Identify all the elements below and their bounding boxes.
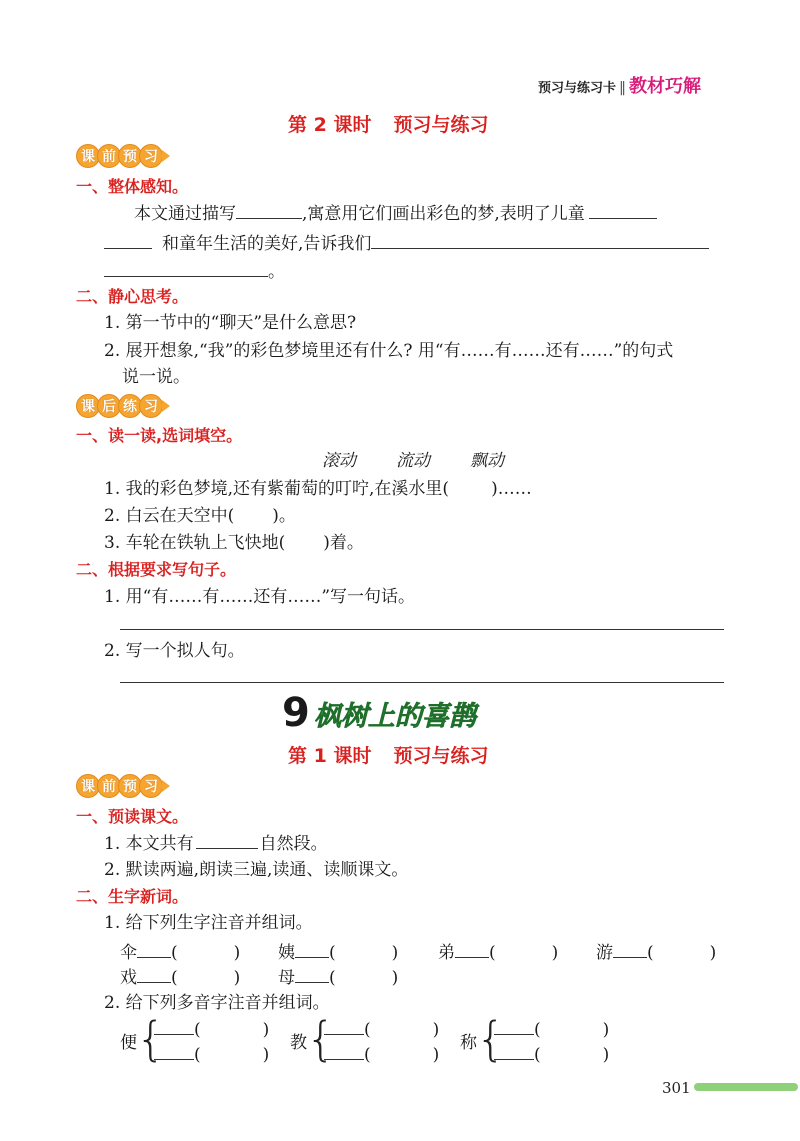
char-row: [120, 966, 398, 989]
char-row: [120, 941, 716, 964]
poly-char: 称: [460, 1033, 477, 1053]
char-item: 伞 ( ): [120, 943, 241, 963]
brace-icon: {: [306, 1012, 336, 1066]
blank[interactable]: [154, 1043, 194, 1060]
poly-line: ( ): [154, 1018, 269, 1041]
blank[interactable]: [137, 966, 171, 983]
blank[interactable]: [589, 202, 657, 219]
page-number: 301: [662, 1079, 691, 1097]
poly-line: ( ): [494, 1018, 609, 1041]
pre1-line3: 。: [104, 260, 285, 283]
pre-study-badge: [76, 773, 170, 799]
lesson2-title-text: 预习与练习: [393, 114, 489, 136]
question: 1. 用“有……有……还有……”写一句话。: [104, 587, 416, 607]
lesson9-subtitle: [288, 741, 488, 768]
blank[interactable]: [324, 1043, 364, 1060]
question: 2. 给下列多音字注音并组词。: [104, 993, 330, 1013]
poly-line: ( ): [494, 1043, 609, 1066]
poly-line: ( ): [154, 1043, 269, 1066]
question: 1. 我的彩色梦境,还有紫葡萄的叮咛,在溪水里( )……: [104, 479, 532, 499]
blank[interactable]: [196, 832, 258, 849]
char-item: 弟 ( ): [438, 943, 559, 963]
blank[interactable]: [324, 1018, 364, 1035]
answer-line[interactable]: [120, 682, 724, 683]
char-item: 游 ( ): [596, 943, 717, 963]
poly-char: 教: [290, 1033, 307, 1053]
badge-char: 课: [76, 144, 100, 168]
section-heading: 一、整体感知。: [76, 177, 189, 196]
poly-group: [460, 1012, 650, 1066]
section-heading: 二、根据要求写句子。: [76, 560, 237, 579]
question: 1. 本文共有 自然段。: [104, 834, 328, 854]
blank[interactable]: [613, 941, 647, 958]
poly-group: [290, 1012, 480, 1066]
word-bank: [322, 450, 504, 472]
word: 飘动: [470, 451, 504, 471]
pre-study-badge: [76, 143, 170, 169]
question: 2. 展开想象,“我”的彩色梦境里还有什么? 用“有……有……还有……”的句式: [104, 341, 674, 361]
blank[interactable]: [137, 941, 171, 958]
blank[interactable]: [154, 1018, 194, 1035]
blank[interactable]: [104, 260, 268, 277]
question: 2. 默读两遍,朗读三遍,读通、读顺课文。: [104, 860, 409, 880]
badge-arrow-icon: [162, 780, 170, 792]
badge-char: 前: [97, 774, 121, 798]
question: 1. 第一节中的“聊天”是什么意思?: [104, 313, 357, 333]
badge-char: 后: [97, 394, 121, 418]
pre1-line1: 本文通过描写 ,寓意用它们画出彩色的梦,表明了儿童: [134, 202, 657, 225]
poly-line: ( ): [324, 1043, 439, 1066]
badge-char: 课: [76, 394, 100, 418]
lesson2-title: [288, 110, 488, 137]
poly-char: 便: [120, 1033, 137, 1053]
badge-char: 课: [76, 774, 100, 798]
blank[interactable]: [236, 202, 302, 219]
header-left: 预习与练习卡: [538, 81, 617, 96]
header-separator: ‖: [619, 80, 627, 96]
blank[interactable]: [455, 941, 489, 958]
char-item: 戏 ( ): [120, 968, 241, 988]
page-bar: [694, 1083, 798, 1091]
brace-icon: {: [476, 1012, 506, 1066]
question: 2. 白云在天空中( )。: [104, 506, 296, 526]
badge-char: 预: [118, 144, 142, 168]
char-item: 母 ( ): [278, 968, 399, 988]
answer-line[interactable]: [120, 629, 724, 630]
badge-char: 预: [118, 774, 142, 798]
blank[interactable]: [295, 966, 329, 983]
question: 3. 车轮在铁轨上飞快地( )着。: [104, 533, 364, 553]
lesson-number: 9: [282, 690, 310, 736]
question: 2. 写一个拟人句。: [104, 641, 245, 661]
question-cont: 说一说。: [122, 367, 190, 387]
lesson-name: 枫树上的喜鹊: [313, 700, 476, 732]
blank[interactable]: [295, 941, 329, 958]
pre1-line2: 和童年生活的美好,告诉我们: [104, 232, 709, 255]
section-heading: 一、预读课文。: [76, 807, 189, 826]
word: 滚动: [322, 451, 356, 471]
blank[interactable]: [371, 232, 709, 249]
poly-line: ( ): [324, 1018, 439, 1041]
lesson9-sub-text: 预习与练习: [393, 745, 489, 767]
lesson9-title: [282, 690, 476, 736]
badge-arrow-icon: [162, 150, 170, 162]
char-item: 姨 ( ): [278, 943, 399, 963]
header-right: 教材巧解: [629, 76, 702, 97]
blank[interactable]: [494, 1018, 534, 1035]
badge-char: 习: [139, 144, 163, 168]
blank[interactable]: [494, 1043, 534, 1060]
badge-arrow-icon: [162, 400, 170, 412]
section-heading: 一、读一读,选词填空。: [76, 426, 243, 445]
badge-char: 习: [139, 774, 163, 798]
header: [538, 76, 701, 100]
lesson9-sub-num: 第 1 课时: [288, 745, 372, 767]
question: 1. 给下列生字注音并组词。: [104, 913, 313, 933]
section-heading: 二、静心思考。: [76, 287, 189, 306]
section-heading: 二、生字新词。: [76, 887, 189, 906]
badge-char: 习: [139, 394, 163, 418]
word: 流动: [396, 451, 430, 471]
brace-icon: {: [136, 1012, 166, 1066]
lesson2-title-num: 第 2 课时: [288, 114, 372, 136]
badge-char: 练: [118, 394, 142, 418]
poly-group: [120, 1012, 310, 1066]
badge-char: 前: [97, 144, 121, 168]
post-practice-badge: [76, 393, 170, 419]
blank[interactable]: [104, 232, 152, 249]
